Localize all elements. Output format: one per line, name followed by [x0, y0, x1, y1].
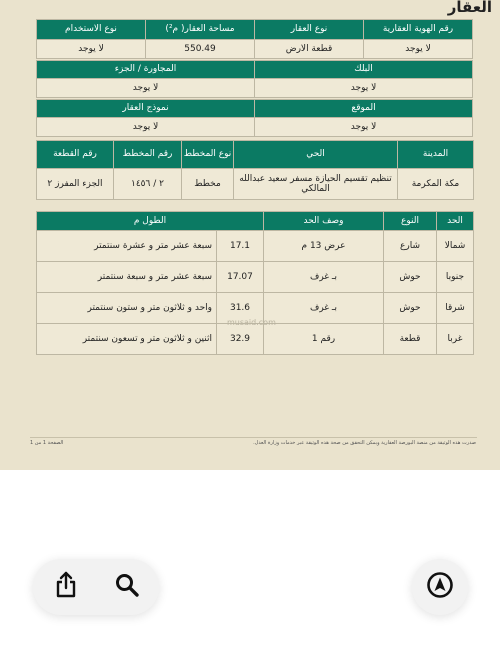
value-plan-number: ٢ / ١٤٥٦: [114, 169, 182, 200]
boundary-length: 17.07: [217, 262, 264, 293]
boundary-side: شرقا: [437, 293, 474, 324]
page-number: الصفحة 1 من 1: [30, 440, 64, 446]
value-bank: لا يوجد: [255, 79, 473, 98]
header-property-area: مساحة العقار( م²): [146, 20, 255, 40]
footer-divider: [30, 437, 477, 438]
header-usage-type: نوع الاستخدام: [37, 20, 146, 40]
boundary-row: [37, 324, 474, 355]
header-bank: البلك: [255, 61, 473, 79]
viewer-toolbar: [33, 559, 159, 615]
boundary-desc: بـ غرف: [264, 262, 384, 293]
header-plan-type: نوع المخطط: [182, 141, 234, 169]
value-location: لا يوجد: [255, 118, 473, 137]
header-neighbor: المجاورة / الجزء: [37, 61, 255, 79]
boundary-type: حوش: [384, 262, 437, 293]
boundary-type: حوش: [384, 293, 437, 324]
boundary-length-words: سبعة عشر متر و سبعة سنتمتر: [37, 262, 217, 293]
header-description: وصف الحد: [264, 212, 384, 231]
boundary-length: 31.6: [217, 293, 264, 324]
value-model: لا يوجد: [37, 118, 255, 137]
boundary-desc: بـ غرف: [264, 293, 384, 324]
value-property-type: قطعة الارض: [255, 40, 364, 59]
boundary-row: [37, 262, 474, 293]
header-length: الطول م: [37, 212, 264, 231]
boundary-side: غربا: [437, 324, 474, 355]
value-district: تنظيم تقسيم الحيازة مسفر سعيد عبدالله المالكي: [234, 169, 398, 200]
navigation-button[interactable]: [412, 559, 468, 615]
value-usage-type: لا يوجد: [37, 40, 146, 59]
header-type: النوع: [384, 212, 437, 231]
header-city: المدينة: [398, 141, 474, 169]
footer-note: صدرت هذه الوثيقة من منصة البورصة العقارية ويمكن التحقق من صحة هذه الوثيقة عبر خدمات وزارة العدل.: [253, 440, 476, 446]
boundary-row: [37, 231, 474, 262]
boundary-type: شارع: [384, 231, 437, 262]
header-property-type: نوع العقار: [255, 20, 364, 40]
value-property-area: 550.49: [146, 40, 255, 59]
header-plot-number: رقم القطعة: [37, 141, 114, 169]
boundary-desc: عرض 13 م: [264, 231, 384, 262]
header-location: الموقع: [255, 100, 473, 118]
search-button[interactable]: [97, 559, 157, 615]
value-neighbor: لا يوجد: [37, 79, 255, 98]
watermark: musaid.com: [227, 318, 276, 327]
navigation-icon: [426, 571, 454, 603]
value-plot-number: الجزء المفرز ٢: [37, 169, 114, 200]
search-icon: [114, 572, 140, 602]
plan-info-table: [36, 140, 474, 200]
boundary-length: 17.1: [217, 231, 264, 262]
boundary-side: جنوبا: [437, 262, 474, 293]
boundary-length: 32.9: [217, 324, 264, 355]
document-title: العقار: [447, 0, 492, 16]
header-property-id: رقم الهوية العقارية: [364, 20, 473, 40]
share-icon: [54, 571, 78, 603]
boundary-length-words: اثنين و ثلاثون متر و تسعون سنتمتر: [37, 324, 217, 355]
header-model: نموذج العقار: [37, 100, 255, 118]
property-info-table: [36, 19, 473, 59]
share-button[interactable]: [36, 559, 96, 615]
boundaries-table: [36, 211, 474, 355]
boundary-desc: رقم 1: [264, 324, 384, 355]
bank-neighbor-table: [36, 60, 473, 98]
header-plan-number: رقم المخطط: [114, 141, 182, 169]
value-property-id: لا يوجد: [364, 40, 473, 59]
location-model-table: [36, 99, 473, 137]
value-city: مكة المكرمة: [398, 169, 474, 200]
boundary-side: شمالا: [437, 231, 474, 262]
value-plan-type: مخطط: [182, 169, 234, 200]
header-district: الحي: [234, 141, 398, 169]
boundary-length-words: سبعة عشر متر و عشرة سنتمتر: [37, 231, 217, 262]
boundary-length-words: واحد و ثلاثون متر و ستون سنتمتر: [37, 293, 217, 324]
header-side: الحد: [437, 212, 474, 231]
boundary-type: قطعة: [384, 324, 437, 355]
